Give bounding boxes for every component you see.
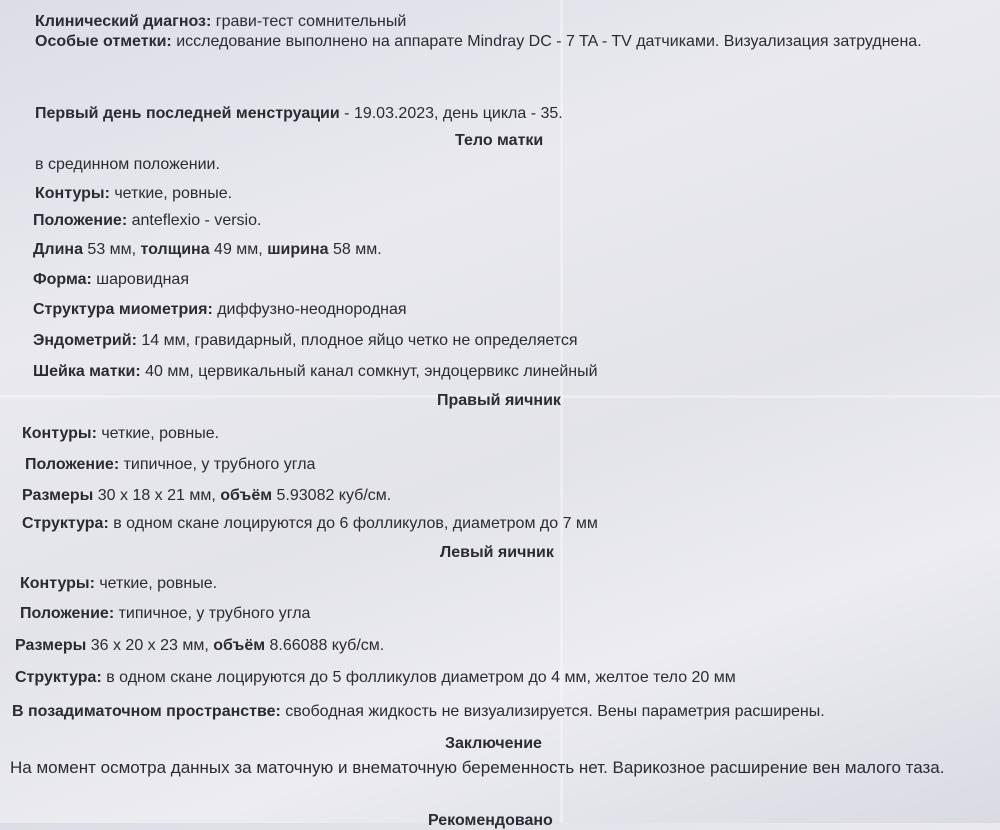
uterus-placement-line xyxy=(33,211,261,231)
right-ovary-contours-label: Контуры: xyxy=(22,425,97,442)
left-ovary-size-value: 36 x 20 x 23 мм, xyxy=(86,637,214,654)
uterus-width-label: ширина xyxy=(267,241,329,258)
left-ovary-contours-label: Контуры: xyxy=(20,575,95,592)
uterus-contours-label: Контуры: xyxy=(35,185,110,202)
uterus-thickness-value: 49 мм, xyxy=(209,241,268,258)
left-ovary-contours-line xyxy=(20,574,217,594)
cervix-label: Шейка матки: xyxy=(33,363,141,380)
notes-line xyxy=(35,32,985,52)
uterus-length-label: Длина xyxy=(33,241,83,258)
lmp-line xyxy=(35,104,563,124)
diagnosis-label: Клинический диагноз: xyxy=(35,13,212,30)
right-ovary-structure-label: Структура: xyxy=(22,515,109,532)
lmp-label: Первый день последней менструации xyxy=(35,105,340,122)
left-ovary-size-label: Размеры xyxy=(15,637,87,654)
cervix-value: 40 мм, цервикальный канал сомкнут, эндоцервикс линейный xyxy=(140,363,598,380)
myometrium-label: Структура миометрия: xyxy=(33,301,213,318)
retro-space-label: В позадиматочном пространстве: xyxy=(12,703,281,720)
left-ovary-placement-value: типичное, у трубного угла xyxy=(114,605,311,622)
recommended-heading: Рекомендовано xyxy=(428,812,553,829)
left-ovary-structure-value: в одном скане лоцируются до 5 фолликулов диаметром до 4 мм, желтое тело 20 мм xyxy=(101,669,736,686)
myometrium-line xyxy=(33,300,407,320)
right-ovary-contours-line xyxy=(22,424,219,444)
diagnosis-value: грави-тест сомнительный xyxy=(211,13,407,30)
notes-value: исследование выполнено на аппарате Mindray DC - 7 TA - TV датчиками. Визуализация затруднена. xyxy=(171,33,922,50)
diagnosis-line xyxy=(35,12,406,32)
uterus-shape-line xyxy=(33,270,189,290)
endometrium-value: 14 мм, гравидарный, плодное яйцо четко не определяется xyxy=(136,332,578,349)
right-ovary-size-value: 30 x 18 x 21 мм, xyxy=(93,487,221,504)
conclusion-heading: Заключение xyxy=(445,735,542,752)
cervix-line xyxy=(33,362,598,382)
myometrium-value: диффузно-неоднородная xyxy=(212,301,407,318)
uterus-heading: Тело матки xyxy=(455,132,544,149)
uterus-dimensions-line xyxy=(33,240,382,260)
right-ovary-structure-line xyxy=(22,514,598,534)
right-ovary-volume-label: объём xyxy=(220,487,273,504)
uterus-shape-value: шаровидная xyxy=(91,271,189,288)
uterus-contours-value: четкие, ровные. xyxy=(109,185,233,202)
right-ovary-placement-label: Положение: xyxy=(25,456,120,473)
notes-label: Особые отметки: xyxy=(35,33,172,50)
uterus-contours-line xyxy=(35,184,232,204)
left-ovary-structure-line xyxy=(15,668,736,688)
left-ovary-volume-value: 8.66088 куб/см. xyxy=(265,637,385,654)
right-ovary-placement-line xyxy=(25,455,315,475)
uterus-position-line: в срединном положении. xyxy=(35,156,220,173)
left-ovary-size-line xyxy=(15,636,384,656)
uterus-width-value: 58 мм. xyxy=(328,241,382,258)
right-ovary-structure-value: в одном скане лоцируются до 6 фолликулов, диаметром до 7 мм xyxy=(108,515,598,532)
left-ovary-placement-line xyxy=(20,604,310,624)
uterus-length-value: 53 мм, xyxy=(82,241,141,258)
uterus-shape-label: Форма: xyxy=(33,271,92,288)
uterus-thickness-label: толщина xyxy=(140,241,210,258)
left-ovary-heading: Левый яичник xyxy=(440,544,554,561)
conclusion-text: На момент осмотра данных за маточную и внематочную беременность нет. Варикозное расширение вен малого таза. xyxy=(10,758,945,777)
retro-space-value: свободная жидкость не визуализируется. Вены параметрия расширены. xyxy=(280,703,825,720)
left-ovary-structure-label: Структура: xyxy=(15,669,102,686)
right-ovary-size-line xyxy=(22,486,391,506)
right-ovary-volume-value: 5.93082 куб/см. xyxy=(272,487,392,504)
right-ovary-placement-value: типичное, у трубного угла xyxy=(119,456,316,473)
left-ovary-placement-label: Положение: xyxy=(20,605,115,622)
lmp-value: - 19.03.2023, день цикла - 35. xyxy=(339,105,563,122)
left-ovary-contours-value: четкие, ровные. xyxy=(94,575,218,592)
right-ovary-heading: Правый яичник xyxy=(437,392,561,409)
endometrium-label: Эндометрий: xyxy=(33,332,137,349)
uterus-placement-value: anteflexio - versio. xyxy=(127,212,262,229)
retro-space-line xyxy=(12,702,825,722)
right-ovary-size-label: Размеры xyxy=(22,487,94,504)
left-ovary-volume-label: объём xyxy=(213,637,266,654)
uterus-placement-label: Положение: xyxy=(33,212,128,229)
endometrium-line xyxy=(33,331,578,351)
right-ovary-contours-value: четкие, ровные. xyxy=(96,425,220,442)
